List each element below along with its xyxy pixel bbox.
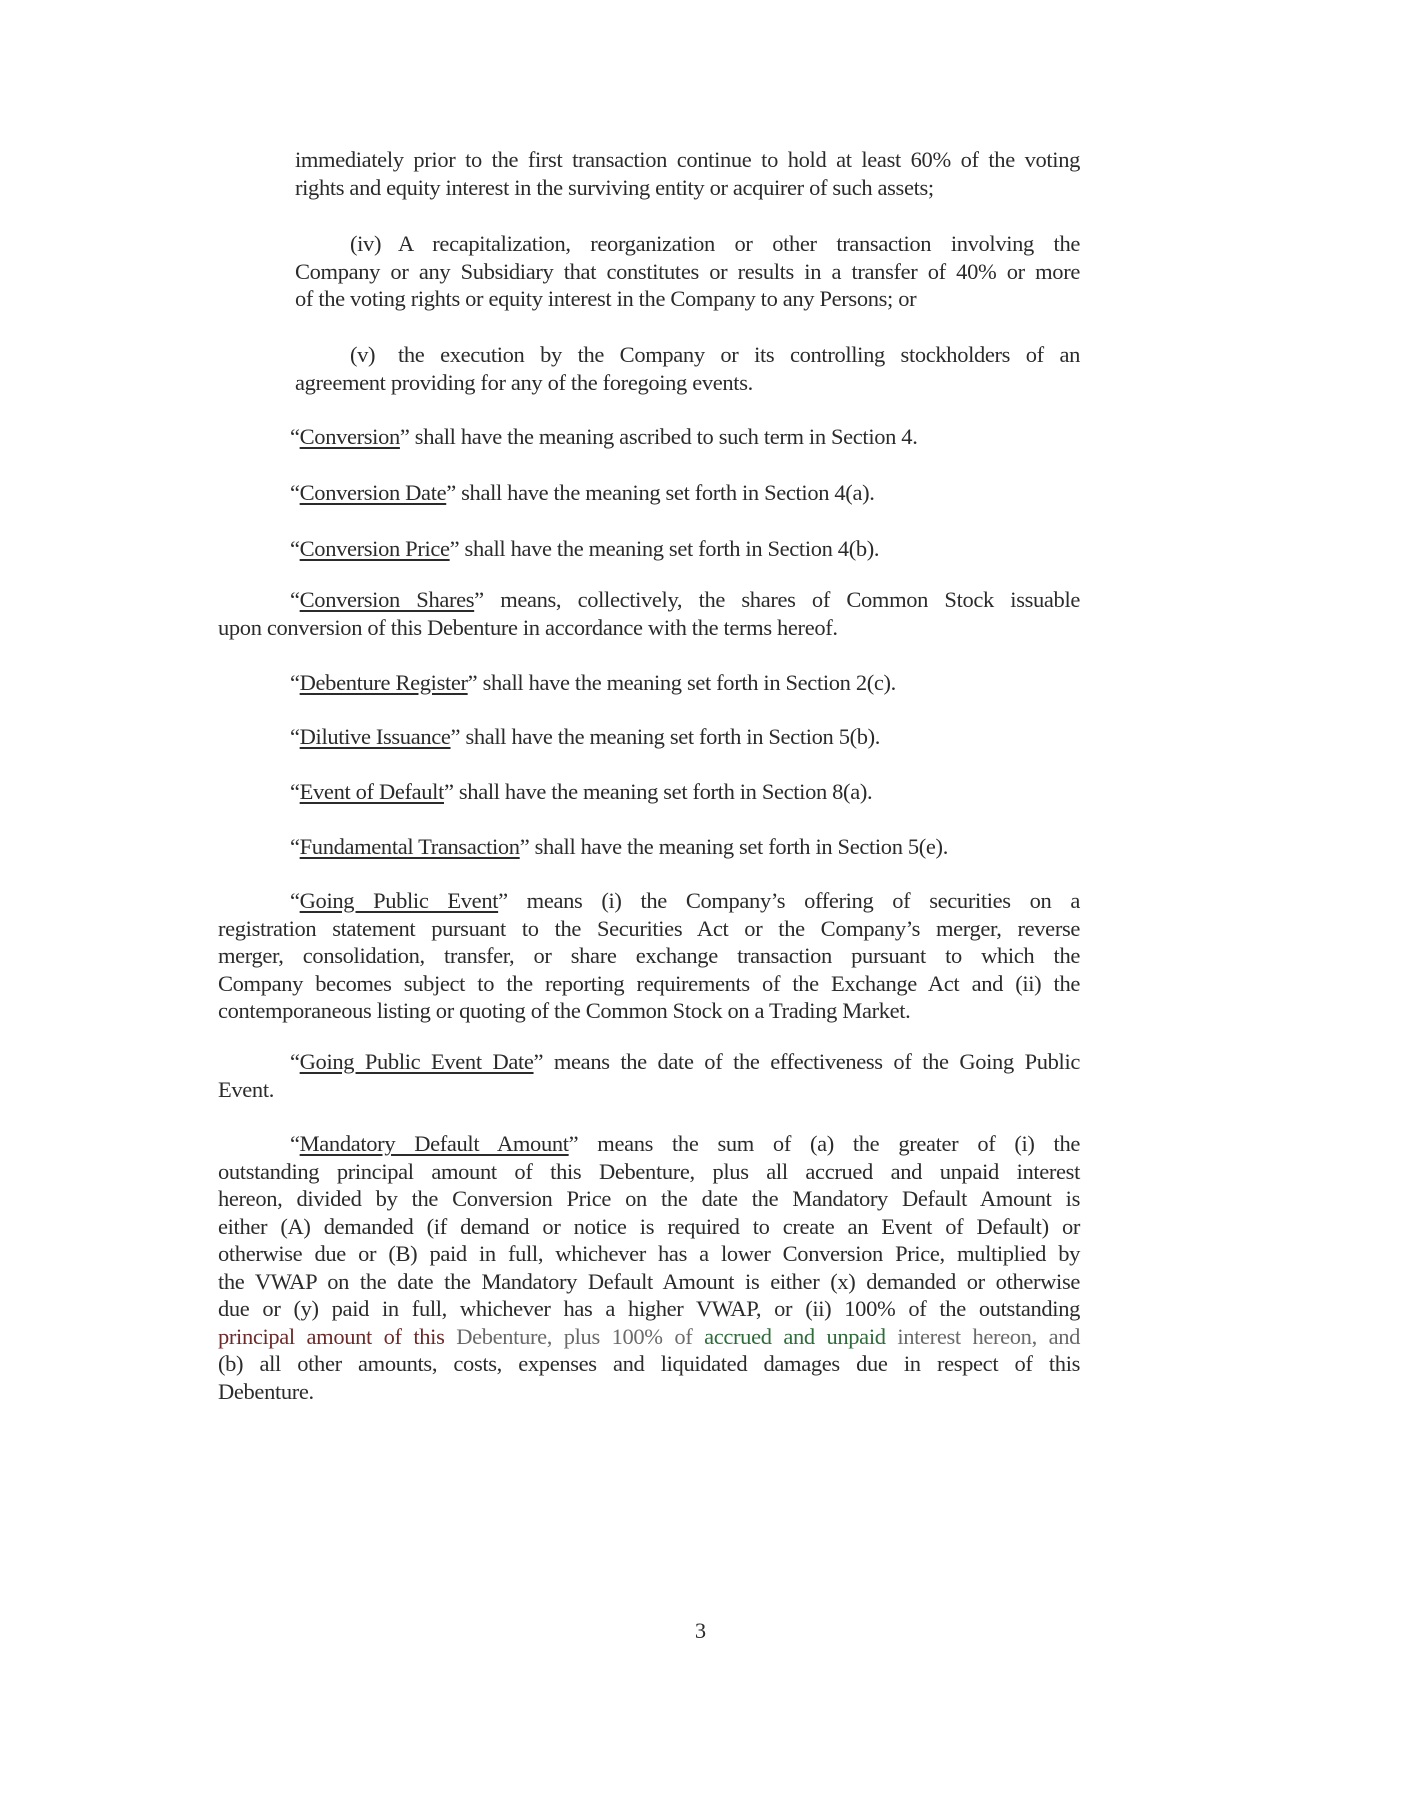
- text-line: Debenture.: [218, 1378, 314, 1404]
- defined-term: Conversion Date: [299, 480, 447, 505]
- clause-number: (iv): [350, 231, 382, 256]
- text-line: (b) all other amounts, costs, expenses and liquidated damages due in respect of this: [218, 1351, 1080, 1376]
- text-line: either (A) demanded (if demand or notice is required to create an Event of Default) or: [218, 1213, 1080, 1239]
- text-line: registration statement pursuant to the Securities Act or the Company’s merger, reverse: [218, 915, 1080, 941]
- text-line: immediately prior to the first transaction continue to hold at least 60% of the voting: [295, 147, 1080, 172]
- continued-clause: [295, 146, 1080, 201]
- defined-term: Event of Default: [299, 779, 444, 804]
- text-line: rights and equity interest in the surviving entity or acquirer of such assets;: [295, 174, 934, 200]
- text-line: due or (y) paid in full, whichever has a higher VWAP, or (ii) 100% of the outstanding: [218, 1296, 1080, 1321]
- definition-text: ” means the date of the effectiveness of the Going Public: [533, 1049, 1080, 1074]
- open-quote: “: [290, 587, 300, 612]
- text-line: outstanding principal amount of this Debenture, plus all accrued and unpaid interest: [218, 1158, 1080, 1184]
- defined-term: Conversion: [299, 424, 400, 449]
- open-quote: “: [290, 424, 300, 449]
- text-line: Event.: [218, 1076, 275, 1102]
- defined-term: Going Public Event: [299, 888, 499, 913]
- open-quote: “: [290, 1131, 300, 1156]
- definition-going-public-event: [218, 887, 1080, 1025]
- scan-artifact-text: interest hereon, and: [885, 1323, 1081, 1349]
- definition-text: ” shall have the meaning set forth in Section 4(b).: [449, 536, 880, 561]
- open-quote: “: [290, 536, 300, 561]
- defined-term: Mandatory Default Amount: [299, 1131, 569, 1156]
- definition-going-public-event-date: [218, 1048, 1080, 1103]
- text-line: of the voting rights or equity interest in the Company to any Persons; or: [295, 286, 917, 311]
- text-line: [295, 341, 1080, 369]
- text-line: [295, 230, 1080, 258]
- scan-artifact-text: Debenture, plus 100% of: [444, 1323, 693, 1349]
- definition-text: ” shall have the meaning ascribed to such term in Section 4.: [399, 424, 918, 449]
- definition-conversion-shares: [218, 586, 1080, 641]
- open-quote: “: [290, 1049, 300, 1074]
- open-quote: “: [290, 779, 300, 804]
- definition-text: ” means, collectively, the shares of Common Stock issuable: [474, 587, 1080, 612]
- open-quote: “: [290, 834, 300, 859]
- clause-v: [295, 341, 1080, 396]
- text-line: hereon, divided by the Conversion Price on the date the Mandatory Default Amount is: [218, 1186, 1080, 1211]
- text-line: agreement providing for any of the foregoing events.: [295, 369, 753, 395]
- defined-term: Going Public Event Date: [299, 1049, 534, 1074]
- definition-text: ” shall have the meaning set forth in Section 8(a).: [443, 779, 873, 804]
- text-line: otherwise due or (B) paid in full, whichever has a lower Conversion Price, multiplied by: [218, 1241, 1080, 1266]
- defined-term: Fundamental Transaction: [299, 834, 520, 859]
- definition-text: ” shall have the meaning set forth in Section 5(b).: [450, 724, 881, 749]
- definition-debenture-register: [290, 669, 1120, 697]
- defined-term: Conversion Price: [299, 536, 450, 561]
- clause-number: (v): [350, 342, 376, 367]
- definition-fundamental-transaction: [290, 833, 1120, 861]
- text-line: the VWAP on the date the Mandatory Default Amount is either (x) demanded or otherwise: [218, 1268, 1080, 1294]
- text-line: merger, consolidation, transfer, or share exchange transaction pursuant to which the: [218, 943, 1080, 968]
- definition-text: ” means the sum of (a) the greater of (i) the: [568, 1131, 1080, 1156]
- text-line: [218, 1323, 1080, 1351]
- definition-conversion-date: [290, 479, 1120, 507]
- definition-conversion-price: [290, 535, 1120, 563]
- definition-conversion: [290, 423, 1120, 451]
- definition-text: ” shall have the meaning set forth in Section 4(a).: [446, 480, 875, 505]
- clause-text: A recapitalization, reorganization or other transaction involving the: [398, 231, 1080, 256]
- clause-iv: [295, 230, 1080, 313]
- definition-dilutive-issuance: [290, 723, 1120, 751]
- clause-text: the execution by the Company or its controlling stockholders of an: [398, 342, 1080, 367]
- definition-text: ” shall have the meaning set forth in Section 5(e).: [519, 834, 948, 859]
- page-number: 3: [694, 1618, 707, 1643]
- scan-artifact-text: accrued and unpaid: [692, 1323, 886, 1349]
- open-quote: “: [290, 724, 300, 749]
- text-line: Company becomes subject to the reporting requirements of the Exchange Act and (ii) the: [218, 970, 1080, 996]
- defined-term: Conversion Shares: [299, 587, 475, 612]
- definition-mandatory-default-amount: [218, 1130, 1080, 1405]
- open-quote: “: [290, 888, 300, 913]
- definition-text: ” shall have the meaning set forth in Section 2(c).: [467, 670, 896, 695]
- definition-event-of-default: [290, 778, 1120, 806]
- text-line: contemporaneous listing or quoting of the Common Stock on a Trading Market.: [218, 998, 911, 1023]
- defined-term: Debenture Register: [299, 670, 468, 695]
- defined-term: Dilutive Issuance: [299, 724, 451, 749]
- open-quote: “: [290, 480, 300, 505]
- scan-artifact-text: principal amount of this: [218, 1323, 445, 1349]
- text-line: upon conversion of this Debenture in accordance with the terms hereof.: [218, 614, 838, 640]
- text-line: Company or any Subsidiary that constitutes or results in a transfer of 40% or more: [295, 258, 1080, 284]
- definition-text: ” means (i) the Company’s offering of securities on a: [498, 888, 1080, 913]
- open-quote: “: [290, 670, 300, 695]
